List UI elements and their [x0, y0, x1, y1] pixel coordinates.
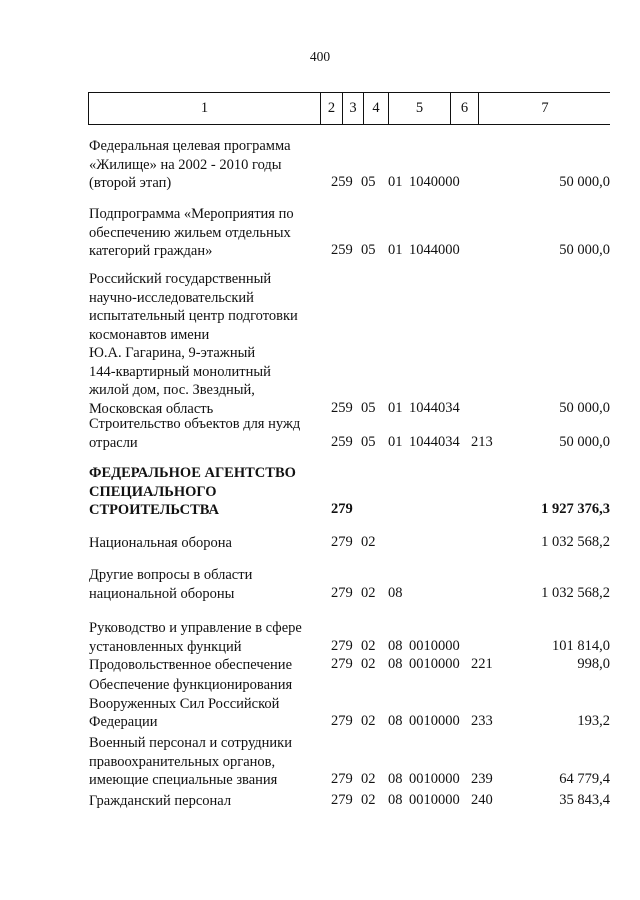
row-amount: 50 000,0: [559, 399, 610, 416]
row-name-line: космонавтов имени: [89, 326, 210, 343]
code-ministry: 259: [331, 399, 353, 416]
code-target-item: 0010000: [409, 637, 460, 654]
code-section: 02: [361, 713, 376, 729]
row-amount: 35 843,4: [559, 792, 610, 808]
row-name-line: Российский государственный: [89, 271, 272, 287]
code-target-item: 1044000: [409, 242, 460, 258]
row-name-line: Подпрограмма «Мероприятия по: [89, 206, 294, 222]
row-name: [89, 137, 321, 193]
row-name-line: 144-квартирный монолитный: [89, 363, 271, 380]
row-name-line: Руководство и управление в сфере: [89, 620, 302, 636]
row-amount: 1 032 568,2: [541, 584, 610, 601]
row-name-line: СПЕЦИАЛЬНОГО: [89, 483, 217, 500]
code-section: 05: [361, 399, 376, 416]
row-name-line: обеспечению жильем отдельных: [89, 224, 291, 241]
row-name: [89, 656, 321, 675]
row-name-line: ФЕДЕРАЛЬНОЕ АГЕНТСТВО: [89, 465, 296, 481]
row-name-line: категорий граждан»: [89, 243, 213, 259]
code-section: 02: [361, 771, 376, 787]
row-amount: 50 000,0: [559, 433, 610, 450]
table-header: [88, 92, 610, 125]
code-expense-type: 221: [471, 656, 493, 672]
code-ministry: 279: [331, 501, 353, 517]
row-name-line: правоохранительных органов,: [89, 753, 276, 770]
code-target-item: 0010000: [409, 771, 460, 787]
code-target-item: 0010000: [409, 656, 460, 672]
row-name-line: Военный персонал и сотрудники: [89, 735, 292, 751]
code-ministry: 259: [331, 242, 353, 258]
code-section: 05: [361, 242, 376, 258]
code-subsection: 08: [388, 656, 403, 672]
row-amount: 50 000,0: [559, 242, 610, 258]
code-expense-type: 213: [471, 433, 493, 450]
row-name-line: Федерации: [89, 714, 158, 730]
row-name-line: Продовольственное обеспечение: [89, 657, 292, 673]
code-ministry: 279: [331, 656, 353, 672]
row-amount: 64 779,4: [559, 771, 610, 787]
row-name-line: (второй этап): [89, 175, 172, 191]
header-col-3: 3: [343, 93, 364, 124]
code-section: 02: [361, 792, 376, 808]
code-expense-type: 233: [471, 713, 493, 729]
header-col-1: 1: [89, 93, 321, 124]
code-ministry: 279: [331, 771, 353, 787]
row-name-line: жилой дом, пос. Звездный,: [89, 382, 255, 398]
row-name-line: Строительство объектов для нужд: [89, 416, 301, 432]
row-name: [89, 205, 321, 261]
code-subsection: 01: [388, 242, 403, 258]
page-number: 400: [309, 49, 331, 64]
code-subsection: 08: [388, 637, 403, 654]
code-subsection: 08: [388, 584, 403, 601]
code-section: 05: [361, 433, 376, 450]
row-name-line: Национальная оборона: [89, 535, 232, 551]
code-subsection: 01: [388, 174, 403, 190]
row-name-line: установленных функций: [89, 638, 242, 655]
row-amount: 1 927 376,3: [541, 501, 610, 517]
code-ministry: 279: [331, 637, 353, 654]
header-col-4: 4: [364, 93, 389, 124]
row-name-line: «Жилище» на 2002 - 2010 годы: [89, 156, 282, 173]
row-amount: 50 000,0: [559, 174, 610, 190]
row-name-line: Ю.А. Гагарина, 9-этажный: [89, 345, 256, 361]
row-name-line: национальной обороны: [89, 585, 235, 602]
code-ministry: 259: [331, 433, 353, 450]
row-name: [89, 464, 321, 520]
row-name-line: Московская область: [89, 400, 214, 417]
code-ministry: 279: [331, 713, 353, 729]
code-target-item: 0010000: [409, 792, 460, 808]
code-expense-type: 240: [471, 792, 493, 808]
row-name: [89, 415, 321, 452]
row-name-line: отрасли: [89, 434, 138, 451]
code-subsection: 08: [388, 792, 403, 808]
code-target-item: 1040000: [409, 174, 460, 190]
row-name-line: Другие вопросы в области: [89, 567, 253, 583]
header-col-5: 5: [389, 93, 451, 124]
code-subsection: 08: [388, 713, 403, 729]
code-target-item: 1044034: [409, 433, 460, 450]
row-name: [89, 792, 321, 811]
code-ministry: 279: [331, 584, 353, 601]
row-name-line: Вооруженных Сил Российской: [89, 695, 280, 712]
header-col-7: 7: [541, 100, 549, 116]
code-subsection: 01: [388, 433, 403, 450]
row-name: [89, 619, 321, 656]
code-ministry: 279: [331, 534, 353, 550]
row-amount: 101 814,0: [552, 637, 610, 654]
row-name: [89, 734, 321, 790]
row-name-line: СТРОИТЕЛЬСТВА: [89, 502, 220, 518]
row-name: [89, 566, 321, 603]
row-amount: 1 032 568,2: [541, 534, 610, 550]
code-target-item: 0010000: [409, 713, 460, 729]
row-name-line: испытательный центр подготовки: [89, 308, 298, 324]
row-name: [89, 676, 321, 732]
row-name: [89, 270, 321, 418]
row-name-line: Обеспечение функционирования: [89, 677, 293, 693]
row-name-line: Гражданский персонал: [89, 793, 232, 809]
code-target-item: 1044034: [409, 399, 460, 416]
row-name-line: научно-исследовательский: [89, 289, 254, 306]
row-name-line: Федеральная целевая программа: [89, 138, 291, 154]
code-ministry: 259: [331, 174, 353, 190]
code-section: 02: [361, 534, 376, 550]
code-section: 05: [361, 174, 376, 190]
code-ministry: 279: [331, 792, 353, 808]
code-section: 02: [361, 584, 376, 601]
code-section: 02: [361, 637, 376, 654]
code-expense-type: 239: [471, 771, 493, 787]
header-col-2: 2: [321, 93, 343, 124]
code-subsection: 08: [388, 771, 403, 787]
code-subsection: 01: [388, 399, 403, 416]
code-section: 02: [361, 656, 376, 672]
header-col-6: 6: [451, 93, 479, 124]
row-name-line: имеющие специальные звания: [89, 772, 278, 788]
row-amount: 193,2: [577, 713, 610, 729]
row-name: [89, 534, 321, 553]
row-amount: 998,0: [577, 656, 610, 672]
